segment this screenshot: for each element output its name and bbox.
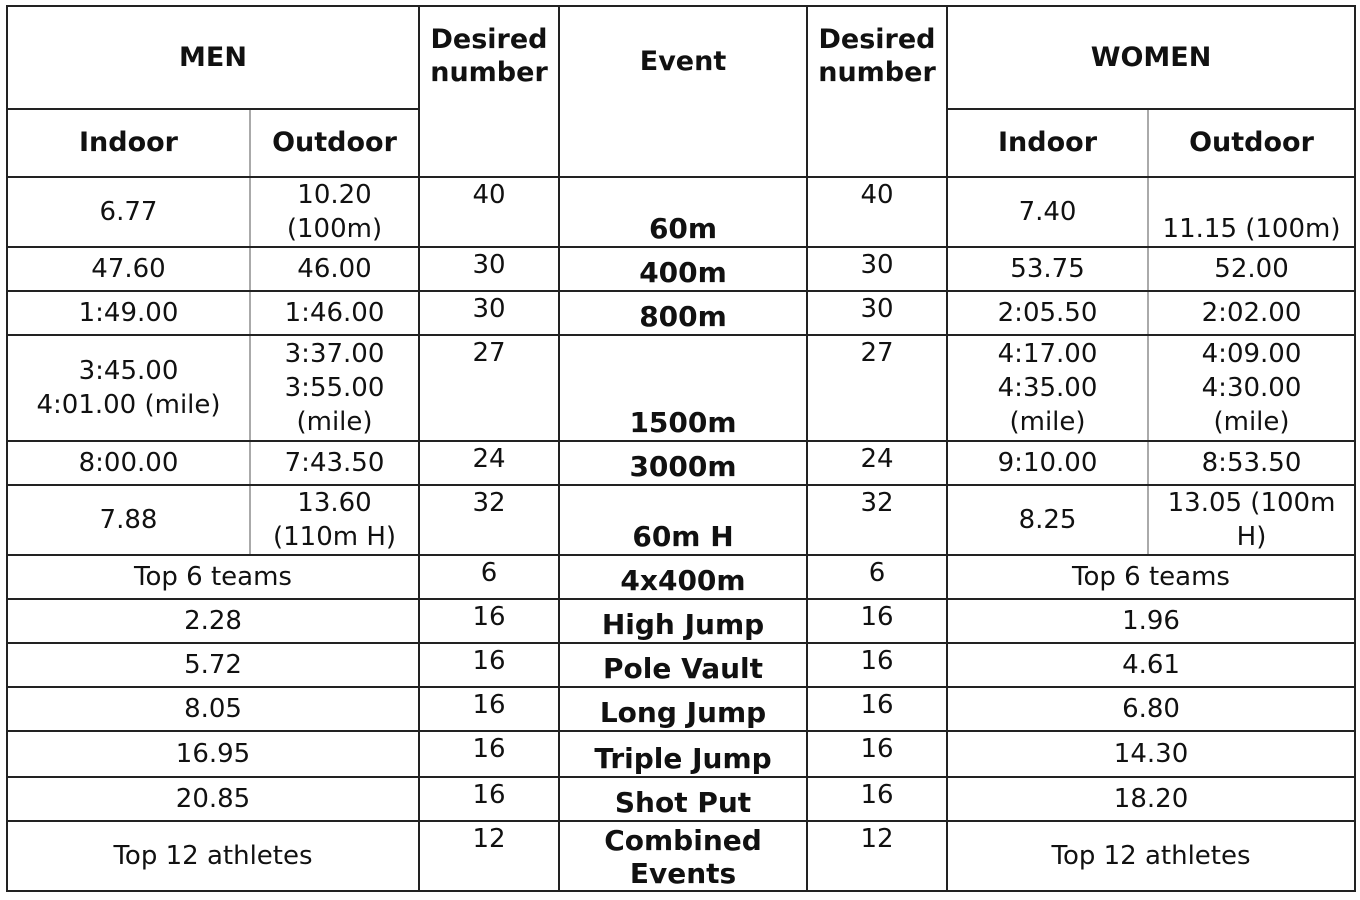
men-desired-number-cell: 12 [419, 821, 559, 891]
men-outdoor-cell: 13.60 (110m H) [250, 485, 419, 555]
women-desired-number-cell: 16 [807, 643, 947, 687]
women-outdoor-cell: 52.00 [1148, 247, 1355, 291]
women-desired-number-cell: 27 [807, 335, 947, 441]
women-desired-number-cell: 40 [807, 177, 947, 247]
women-outdoor-cell: 11.15 (100m) [1148, 177, 1355, 247]
women-desired-number-cell: 12 [807, 821, 947, 891]
women-desired-number-cell: 16 [807, 687, 947, 731]
women-standard-cell: 4.61 [947, 643, 1355, 687]
men-indoor-cell: 47.60 [7, 247, 250, 291]
event-cell: High Jump [559, 599, 807, 643]
women-outdoor-cell: 8:53.50 [1148, 441, 1355, 485]
men-indoor-cell: 8:00.00 [7, 441, 250, 485]
event-cell: 4x400m [559, 555, 807, 599]
women-outdoor-cell: 2:02.00 [1148, 291, 1355, 335]
men-standard-cell: Top 6 teams [7, 555, 419, 599]
men-outdoor-cell: 10.20 (100m) [250, 177, 419, 247]
event-cell: 1500m [559, 335, 807, 441]
women-desired-number-cell: 6 [807, 555, 947, 599]
event-cell: Combined Events [559, 821, 807, 891]
desired-number-header-men: Desired number [419, 6, 559, 177]
event-cell: Triple Jump [559, 731, 807, 777]
table-row [7, 687, 1355, 731]
event-cell: 800m [559, 291, 807, 335]
men-standard-cell: 8.05 [7, 687, 419, 731]
table-row [7, 555, 1355, 599]
women-standard-cell: 14.30 [947, 731, 1355, 777]
event-cell: 400m [559, 247, 807, 291]
women-outdoor-cell: 13.05 (100m H) [1148, 485, 1355, 555]
men-desired-number-cell: 16 [419, 777, 559, 821]
event-cell: Pole Vault [559, 643, 807, 687]
men-indoor-cell: 3:45.00 4:01.00 (mile) [7, 335, 250, 441]
women-desired-number-cell: 24 [807, 441, 947, 485]
men-desired-number-cell: 40 [419, 177, 559, 247]
women-desired-number-cell: 30 [807, 291, 947, 335]
event-cell: 60m [559, 177, 807, 247]
table-row [7, 441, 1355, 485]
women-desired-number-cell: 30 [807, 247, 947, 291]
men-standard-cell: 16.95 [7, 731, 419, 777]
men-desired-number-cell: 16 [419, 687, 559, 731]
event-cell: Long Jump [559, 687, 807, 731]
women-indoor-cell: 53.75 [947, 247, 1148, 291]
women-standard-cell: Top 12 athletes [947, 821, 1355, 891]
men-outdoor-cell: 3:37.00 3:55.00 (mile) [250, 335, 419, 441]
table-row [7, 485, 1355, 555]
table-row [7, 599, 1355, 643]
women-indoor-cell: 7.40 [947, 177, 1148, 247]
women-desired-number-cell: 16 [807, 731, 947, 777]
qualification-standards-table [6, 5, 1356, 892]
table-row [7, 291, 1355, 335]
women-desired-number-cell: 16 [807, 599, 947, 643]
men-desired-number-cell: 30 [419, 291, 559, 335]
women-indoor-cell: 4:17.00 4:35.00 (mile) [947, 335, 1148, 441]
men-outdoor-cell: 1:46.00 [250, 291, 419, 335]
women-outdoor-header: Outdoor [1148, 109, 1355, 177]
women-standard-cell: Top 6 teams [947, 555, 1355, 599]
men-header: MEN [7, 6, 419, 109]
men-desired-number-cell: 16 [419, 731, 559, 777]
women-standard-cell: 18.20 [947, 777, 1355, 821]
event-cell: 3000m [559, 441, 807, 485]
men-standard-cell: Top 12 athletes [7, 821, 419, 891]
table-row [7, 247, 1355, 291]
table-row [7, 821, 1355, 891]
table-row [7, 177, 1355, 247]
men-indoor-header: Indoor [7, 109, 250, 177]
men-desired-number-cell: 32 [419, 485, 559, 555]
men-desired-number-cell: 30 [419, 247, 559, 291]
men-outdoor-cell: 7:43.50 [250, 441, 419, 485]
women-indoor-cell: 8.25 [947, 485, 1148, 555]
desired-number-header-women: Desired number [807, 6, 947, 177]
women-desired-number-cell: 32 [807, 485, 947, 555]
table-row [7, 731, 1355, 777]
table-row [7, 643, 1355, 687]
men-desired-number-cell: 24 [419, 441, 559, 485]
women-standard-cell: 6.80 [947, 687, 1355, 731]
event-header: Event [559, 6, 807, 177]
men-outdoor-header: Outdoor [250, 109, 419, 177]
event-cell: 60m H [559, 485, 807, 555]
men-outdoor-cell: 46.00 [250, 247, 419, 291]
women-indoor-header: Indoor [947, 109, 1148, 177]
men-standard-cell: 5.72 [7, 643, 419, 687]
table-row [7, 777, 1355, 821]
women-outdoor-cell: 4:09.00 4:30.00 (mile) [1148, 335, 1355, 441]
women-standard-cell: 1.96 [947, 599, 1355, 643]
men-desired-number-cell: 16 [419, 599, 559, 643]
women-header: WOMEN [947, 6, 1355, 109]
men-standard-cell: 2.28 [7, 599, 419, 643]
men-standard-cell: 20.85 [7, 777, 419, 821]
men-indoor-cell: 1:49.00 [7, 291, 250, 335]
men-desired-number-cell: 27 [419, 335, 559, 441]
women-indoor-cell: 9:10.00 [947, 441, 1148, 485]
men-indoor-cell: 6.77 [7, 177, 250, 247]
event-cell: Shot Put [559, 777, 807, 821]
men-desired-number-cell: 6 [419, 555, 559, 599]
table-row [7, 335, 1355, 441]
women-indoor-cell: 2:05.50 [947, 291, 1148, 335]
men-indoor-cell: 7.88 [7, 485, 250, 555]
women-desired-number-cell: 16 [807, 777, 947, 821]
men-desired-number-cell: 16 [419, 643, 559, 687]
